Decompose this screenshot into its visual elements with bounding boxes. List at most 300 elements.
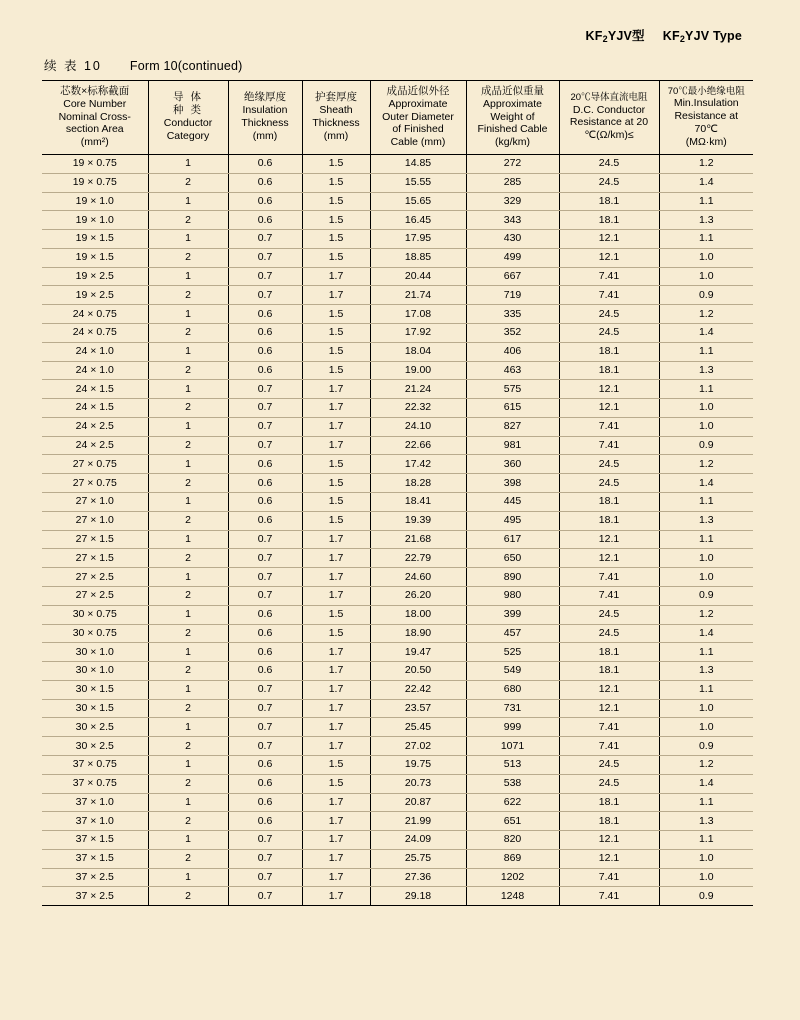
table-row	[42, 699, 753, 718]
table-cell: 981	[466, 436, 559, 455]
table-cell: 19 × 0.75	[42, 154, 148, 173]
table-cell: 0.6	[228, 154, 302, 173]
table-cell: 980	[466, 586, 559, 605]
table-cell: 1.7	[302, 643, 370, 662]
table-cell: 18.1	[559, 211, 659, 230]
table-row	[42, 286, 753, 305]
table-cell: 7.41	[559, 568, 659, 587]
table-cell: 0.7	[228, 718, 302, 737]
column-header-insulation-resistance: 70℃最小绝缘电阻 Min.Insulation Resistance at 70℃ (MΩ·km)	[659, 81, 753, 155]
table-cell: 2	[148, 399, 228, 418]
table-cell: 20.50	[370, 662, 466, 681]
table-cell: 1.4	[659, 324, 753, 343]
table-cell: 1.7	[302, 568, 370, 587]
table-cell: 1	[148, 755, 228, 774]
table-cell: 18.1	[559, 493, 659, 512]
table-cell: 2	[148, 549, 228, 568]
table-cell: 0.6	[228, 211, 302, 230]
table-cell: 1.1	[659, 230, 753, 249]
table-cell: 0.7	[228, 680, 302, 699]
table-row	[42, 624, 753, 643]
table-cell: 27 × 0.75	[42, 474, 148, 493]
table-cell: 1.5	[302, 324, 370, 343]
table-cell: 538	[466, 774, 559, 793]
table-cell: 18.1	[559, 342, 659, 361]
table-cell: 1.7	[302, 718, 370, 737]
table-cell: 24 × 2.5	[42, 417, 148, 436]
table-cell: 22.79	[370, 549, 466, 568]
table-cell: 0.7	[228, 568, 302, 587]
table-cell: 285	[466, 173, 559, 192]
table-cell: 0.9	[659, 737, 753, 756]
table-cell: 0.6	[228, 643, 302, 662]
table-cell: 0.9	[659, 586, 753, 605]
table-cell: 27.36	[370, 868, 466, 887]
table-cell: 1.3	[659, 662, 753, 681]
table-row	[42, 530, 753, 549]
table-cell: 0.6	[228, 173, 302, 192]
table-cell: 1.7	[302, 267, 370, 286]
table-cell: 1.5	[302, 774, 370, 793]
table-cell: 24 × 0.75	[42, 305, 148, 324]
table-row	[42, 662, 753, 681]
table-cell: 37 × 0.75	[42, 774, 148, 793]
table-cell: 680	[466, 680, 559, 699]
table-cell: 999	[466, 718, 559, 737]
table-cell: 22.32	[370, 399, 466, 418]
table-cell: 0.6	[228, 624, 302, 643]
table-cell: 24 × 2.5	[42, 436, 148, 455]
table-cell: 21.68	[370, 530, 466, 549]
table-cell: 1.1	[659, 831, 753, 850]
table-header	[42, 81, 753, 155]
table-cell: 19.75	[370, 755, 466, 774]
table-cell: 27 × 1.5	[42, 549, 148, 568]
table-cell: 24.5	[559, 154, 659, 173]
column-header-weight: 成品近似重量 Approximate Weight of Finished Cable (kg/km)	[466, 81, 559, 155]
table-cell: 1	[148, 868, 228, 887]
table-cell: 18.1	[559, 793, 659, 812]
table-cell: 0.6	[228, 361, 302, 380]
table-cell: 12.1	[559, 399, 659, 418]
table-cell: 329	[466, 192, 559, 211]
table-cell: 1.7	[302, 831, 370, 850]
table-body	[42, 154, 753, 905]
table-cell: 0.6	[228, 305, 302, 324]
table-row	[42, 643, 753, 662]
table-cell: 1.7	[302, 436, 370, 455]
table-row	[42, 173, 753, 192]
table-cell: 12.1	[559, 380, 659, 399]
table-cell: 16.45	[370, 211, 466, 230]
table-cell: 1	[148, 530, 228, 549]
table-cell: 18.00	[370, 605, 466, 624]
table-cell: 1.5	[302, 474, 370, 493]
table-cell: 12.1	[559, 248, 659, 267]
table-cell: 20.44	[370, 267, 466, 286]
table-cell: 869	[466, 849, 559, 868]
table-cell: 27 × 0.75	[42, 455, 148, 474]
table-row	[42, 230, 753, 249]
table-row	[42, 436, 753, 455]
table-cell: 1.5	[302, 455, 370, 474]
table-cell: 2	[148, 849, 228, 868]
table-cell: 18.1	[559, 361, 659, 380]
column-header-core-number: 芯数×标称截面 Core Number Nominal Cross- section Area (mm²)	[42, 81, 148, 155]
table-cell: 1.1	[659, 192, 753, 211]
table-cell: 25.75	[370, 849, 466, 868]
table-cell: 7.41	[559, 887, 659, 906]
table-cell: 20.87	[370, 793, 466, 812]
table-cell: 7.41	[559, 737, 659, 756]
table-row	[42, 211, 753, 230]
table-row	[42, 267, 753, 286]
table-cell: 1.0	[659, 417, 753, 436]
table-cell: 1.7	[302, 549, 370, 568]
table-cell: 820	[466, 831, 559, 850]
table-cell: 7.41	[559, 868, 659, 887]
table-cell: 1.4	[659, 474, 753, 493]
table-cell: 20.73	[370, 774, 466, 793]
table-cell: 2	[148, 737, 228, 756]
table-cell: 24.60	[370, 568, 466, 587]
table-cell: 18.1	[559, 812, 659, 831]
column-header-sheath-thickness: 护套厚度 Sheath Thickness (mm)	[302, 81, 370, 155]
table-cell: 15.55	[370, 173, 466, 192]
table-cell: 27.02	[370, 737, 466, 756]
table-row	[42, 474, 753, 493]
table-row	[42, 568, 753, 587]
table-cell: 1	[148, 605, 228, 624]
table-cell: 2	[148, 248, 228, 267]
table-row	[42, 887, 753, 906]
table-cell: 0.7	[228, 831, 302, 850]
table-cell: 22.66	[370, 436, 466, 455]
table-cell: 30 × 2.5	[42, 718, 148, 737]
table-row	[42, 868, 753, 887]
table-cell: 1248	[466, 887, 559, 906]
table-cell: 0.6	[228, 324, 302, 343]
table-cell: 1	[148, 680, 228, 699]
table-cell: 12.1	[559, 831, 659, 850]
table-cell: 18.28	[370, 474, 466, 493]
table-cell: 1071	[466, 737, 559, 756]
table-cell: 1.7	[302, 737, 370, 756]
table-cell: 27 × 2.5	[42, 586, 148, 605]
table-row	[42, 849, 753, 868]
table-row	[42, 455, 753, 474]
table-row	[42, 361, 753, 380]
table-cell: 0.7	[228, 586, 302, 605]
table-cell: 399	[466, 605, 559, 624]
table-cell: 1.3	[659, 211, 753, 230]
table-cell: 1.2	[659, 154, 753, 173]
table-cell: 499	[466, 248, 559, 267]
table-cell: 457	[466, 624, 559, 643]
table-cell: 1.5	[302, 230, 370, 249]
table-cell: 24.5	[559, 774, 659, 793]
table-cell: 2	[148, 624, 228, 643]
table-row	[42, 605, 753, 624]
table-cell: 17.95	[370, 230, 466, 249]
table-row	[42, 154, 753, 173]
table-cell: 1	[148, 643, 228, 662]
table-cell: 0.7	[228, 549, 302, 568]
table-cell: 667	[466, 267, 559, 286]
table-cell: 343	[466, 211, 559, 230]
table-cell: 1.2	[659, 455, 753, 474]
table-cell: 21.24	[370, 380, 466, 399]
table-cell: 1.5	[302, 192, 370, 211]
table-cell: 1.7	[302, 399, 370, 418]
table-cell: 0.7	[228, 417, 302, 436]
table-cell: 1.3	[659, 511, 753, 530]
table-cell: 1.0	[659, 248, 753, 267]
table-cell: 1	[148, 831, 228, 850]
table-cell: 37 × 1.5	[42, 831, 148, 850]
table-cell: 549	[466, 662, 559, 681]
table-cell: 19.00	[370, 361, 466, 380]
table-cell: 1.0	[659, 718, 753, 737]
table-cell: 7.41	[559, 718, 659, 737]
table-row	[42, 718, 753, 737]
table-cell: 0.9	[659, 887, 753, 906]
table-row	[42, 305, 753, 324]
table-cell: 1.2	[659, 755, 753, 774]
table-cell: 24.5	[559, 173, 659, 192]
table-cell: 37 × 1.0	[42, 793, 148, 812]
table-cell: 12.1	[559, 680, 659, 699]
table-cell: 2	[148, 286, 228, 305]
table-cell: 1.7	[302, 286, 370, 305]
table-cell: 0.6	[228, 511, 302, 530]
table-cell: 0.7	[228, 286, 302, 305]
table-cell: 37 × 1.5	[42, 849, 148, 868]
table-cell: 19 × 2.5	[42, 267, 148, 286]
table-cell: 0.6	[228, 342, 302, 361]
table-row	[42, 774, 753, 793]
table-cell: 37 × 2.5	[42, 887, 148, 906]
table-row	[42, 399, 753, 418]
table-cell: 2	[148, 699, 228, 718]
table-header-row	[42, 81, 753, 155]
table-cell: 30 × 1.5	[42, 680, 148, 699]
table-cell: 1.5	[302, 248, 370, 267]
table-cell: 1.7	[302, 849, 370, 868]
table-cell: 21.74	[370, 286, 466, 305]
column-header-dc-resistance: 20℃导体直流电阻 D.C. Conductor Resistance at 20 ℃(Ω/km)≤	[559, 81, 659, 155]
table-cell: 24.5	[559, 474, 659, 493]
table-cell: 12.1	[559, 530, 659, 549]
table-cell: 1	[148, 230, 228, 249]
table-cell: 651	[466, 812, 559, 831]
table-cell: 17.42	[370, 455, 466, 474]
table-cell: 18.1	[559, 662, 659, 681]
table-cell: 24.09	[370, 831, 466, 850]
table-row	[42, 755, 753, 774]
table-cell: 272	[466, 154, 559, 173]
table-cell: 1.1	[659, 530, 753, 549]
table-cell: 12.1	[559, 230, 659, 249]
table-cell: 24.5	[559, 755, 659, 774]
table-row	[42, 680, 753, 699]
column-header-outer-diameter: 成品近似外径 Approximate Outer Diameter of Finished Cable (mm)	[370, 81, 466, 155]
table-row	[42, 342, 753, 361]
table-cell: 0.6	[228, 774, 302, 793]
table-cell: 19 × 1.5	[42, 230, 148, 249]
table-cell: 12.1	[559, 849, 659, 868]
table-cell: 19 × 1.0	[42, 211, 148, 230]
table-cell: 0.7	[228, 230, 302, 249]
table-cell: 1.4	[659, 624, 753, 643]
table-cell: 2	[148, 586, 228, 605]
table-cell: 1.0	[659, 267, 753, 286]
table-row	[42, 248, 753, 267]
table-cell: 827	[466, 417, 559, 436]
table-cell: 21.99	[370, 812, 466, 831]
table-cell: 1.3	[659, 812, 753, 831]
table-cell: 24 × 1.0	[42, 361, 148, 380]
table-cell: 525	[466, 643, 559, 662]
table-cell: 1.5	[302, 342, 370, 361]
table-cell: 1.7	[302, 793, 370, 812]
table-cell: 1202	[466, 868, 559, 887]
table-cell: 26.20	[370, 586, 466, 605]
table-row	[42, 511, 753, 530]
table-cell: 1.2	[659, 305, 753, 324]
table-cell: 7.41	[559, 286, 659, 305]
table-cell: 17.08	[370, 305, 466, 324]
cable-specification-table	[42, 80, 753, 906]
page-header	[30, 26, 770, 44]
table-cell: 0.7	[228, 530, 302, 549]
table-cell: 1	[148, 417, 228, 436]
table-cell: 25.45	[370, 718, 466, 737]
table-cell: 1	[148, 192, 228, 211]
table-row	[42, 324, 753, 343]
table-cell: 1.7	[302, 680, 370, 699]
table-cell: 7.41	[559, 417, 659, 436]
table-cell: 0.7	[228, 436, 302, 455]
table-cell: 19 × 0.75	[42, 173, 148, 192]
table-cell: 719	[466, 286, 559, 305]
table-cell: 30 × 2.5	[42, 737, 148, 756]
table-cell: 23.57	[370, 699, 466, 718]
table-cell: 0.7	[228, 267, 302, 286]
table-cell: 19 × 2.5	[42, 286, 148, 305]
table-cell: 12.1	[559, 699, 659, 718]
table-cell: 24.5	[559, 324, 659, 343]
table-cell: 27 × 2.5	[42, 568, 148, 587]
table-cell: 24 × 1.0	[42, 342, 148, 361]
table-cell: 1.5	[302, 173, 370, 192]
table-cell: 19 × 1.5	[42, 248, 148, 267]
table-cell: 1.1	[659, 493, 753, 512]
table-cell: 0.6	[228, 192, 302, 211]
table-cell: 1.5	[302, 511, 370, 530]
table-cell: 1.7	[302, 812, 370, 831]
table-cell: 1.7	[302, 662, 370, 681]
table-cell: 1.1	[659, 680, 753, 699]
table-cell: 1.7	[302, 586, 370, 605]
table-cell: 2	[148, 324, 228, 343]
table-cell: 1.3	[659, 361, 753, 380]
table-cell: 1.0	[659, 699, 753, 718]
table-cell: 18.1	[559, 511, 659, 530]
table-cell: 0.9	[659, 436, 753, 455]
table-cell: 890	[466, 568, 559, 587]
table-cell: 27 × 1.0	[42, 511, 148, 530]
table-cell: 0.7	[228, 737, 302, 756]
table-caption-cn: 续 表 10	[44, 59, 102, 73]
table-cell: 7.41	[559, 436, 659, 455]
table-cell: 24.10	[370, 417, 466, 436]
table-cell: 2	[148, 173, 228, 192]
table-cell: 24.5	[559, 455, 659, 474]
table-cell: 0.7	[228, 380, 302, 399]
table-cell: 1	[148, 342, 228, 361]
table-cell: 2	[148, 662, 228, 681]
table-cell: 1.1	[659, 793, 753, 812]
table-cell: 24 × 1.5	[42, 399, 148, 418]
table-cell: 463	[466, 361, 559, 380]
table-cell: 1.1	[659, 643, 753, 662]
table-cell: 0.7	[228, 399, 302, 418]
table-cell: 1	[148, 493, 228, 512]
table-cell: 37 × 0.75	[42, 755, 148, 774]
cable-type-en: $KF_2YJV$ Type	[662, 29, 742, 44]
table-cell: 12.1	[559, 549, 659, 568]
table-cell: 24 × 0.75	[42, 324, 148, 343]
table-caption-en: Form 10(continued)	[129, 59, 243, 73]
table-cell: 30 × 0.75	[42, 605, 148, 624]
table-cell: 1.7	[302, 699, 370, 718]
table-cell: 1	[148, 267, 228, 286]
table-cell: 24.5	[559, 624, 659, 643]
table-cell: 1	[148, 455, 228, 474]
table-row	[42, 549, 753, 568]
table-cell: 1.0	[659, 399, 753, 418]
table-cell: 1.5	[302, 211, 370, 230]
table-cell: 1.5	[302, 361, 370, 380]
table-cell: 0.7	[228, 849, 302, 868]
table-cell: 22.42	[370, 680, 466, 699]
table-cell: 0.6	[228, 793, 302, 812]
cable-type-cn: $KF_2YJV$型	[585, 29, 645, 44]
table-cell: 18.41	[370, 493, 466, 512]
table-cell: 2	[148, 436, 228, 455]
table-cell: 0.9	[659, 286, 753, 305]
table-cell: 398	[466, 474, 559, 493]
table-cell: 1.1	[659, 380, 753, 399]
table-row	[42, 493, 753, 512]
table-cell: 17.92	[370, 324, 466, 343]
table-row	[42, 737, 753, 756]
table-cell: 18.90	[370, 624, 466, 643]
table-cell: 19.39	[370, 511, 466, 530]
table-cell: 15.65	[370, 192, 466, 211]
table-cell: 2	[148, 211, 228, 230]
table-cell: 335	[466, 305, 559, 324]
table-cell: 0.6	[228, 455, 302, 474]
table-cell: 731	[466, 699, 559, 718]
table-cell: 615	[466, 399, 559, 418]
table-cell: 2	[148, 887, 228, 906]
table-cell: 1.5	[302, 154, 370, 173]
table-cell: 18.1	[559, 192, 659, 211]
table-cell: 352	[466, 324, 559, 343]
table-cell: 1.7	[302, 868, 370, 887]
